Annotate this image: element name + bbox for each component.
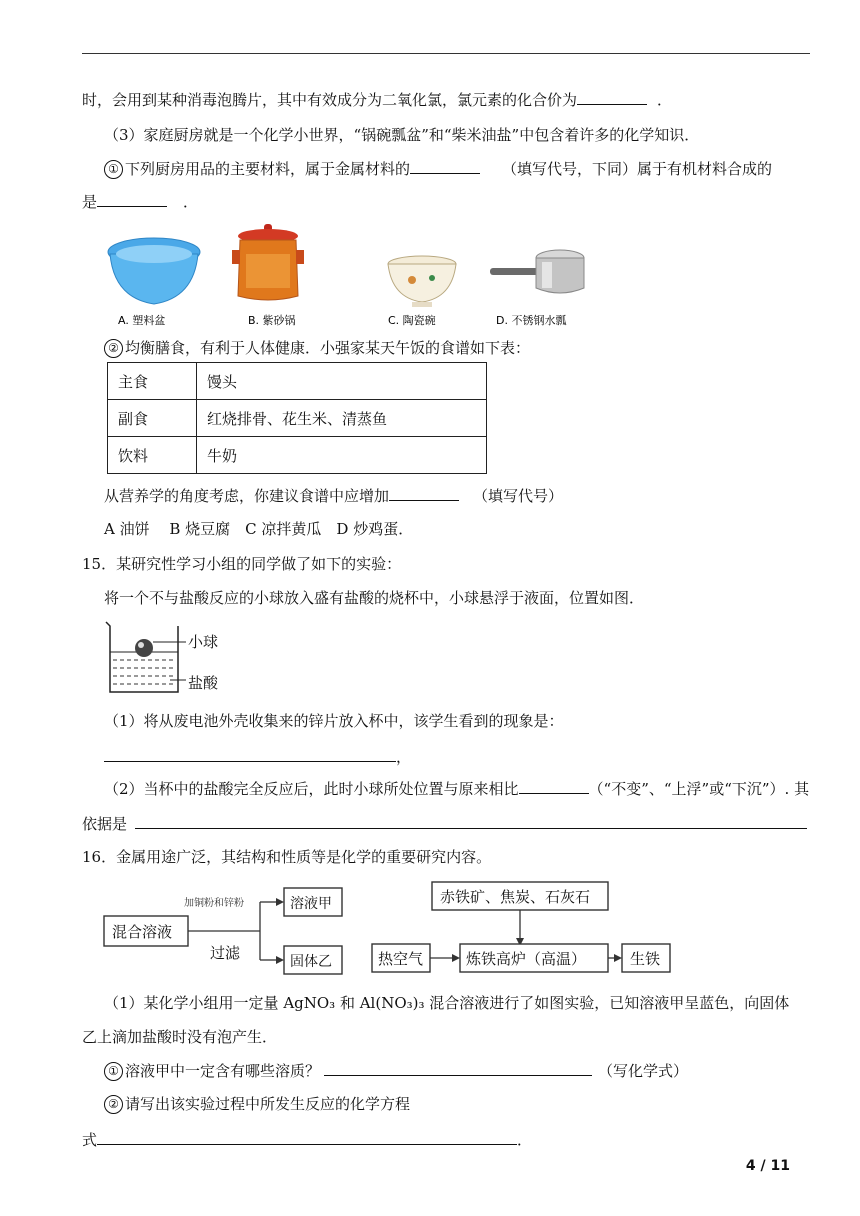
add-label: 加铜粉和锌粉 (184, 898, 244, 909)
ball-icon (135, 639, 153, 657)
q14-options: A 油饼 B 烧豆腐 C 凉拌黄瓜 D 炒鸡蛋． (104, 520, 414, 538)
ceramic-bowl-icon (388, 256, 456, 307)
image-caption: B. 紫砂锅 (248, 314, 296, 327)
page-number: 4 / 11 (745, 1158, 790, 1174)
svg-text:混合溶液: 混合溶液 (112, 923, 173, 941)
beaker-figure (100, 618, 240, 698)
answer-blank[interactable] (410, 157, 480, 174)
header-rule (82, 53, 810, 54)
answer-blank[interactable] (104, 745, 396, 762)
clay-pot-icon (232, 224, 304, 300)
answer-blank[interactable] (389, 484, 459, 501)
image-caption: C. 陶瓷碗 (388, 314, 436, 327)
table-row: 副食 红烧排骨、花生米、清蒸鱼 (108, 400, 487, 437)
q15-desc: 将一个不与盐酸反应的小球放入盛有盐酸的烧杯中，小球悬浮于液面，位置如图． (104, 589, 645, 607)
image-caption: A. 塑料盆 (118, 314, 166, 327)
table-row: 饮料 牛奶 (108, 437, 487, 474)
answer-blank[interactable] (97, 190, 167, 207)
q16-item1-line: ① 溶液甲中一定含有哪些溶质？ （写化学式） (104, 1059, 688, 1082)
steel-ladle-icon (490, 250, 584, 293)
beaker-icon (106, 622, 178, 692)
q16-item2-line: ② 请写出该实验过程中所发生反应的化学方程 (104, 1093, 410, 1115)
q14-part3-intro: （3）家庭厨房就是一个化学小世界，“锅碗瓢盆”和“柴米油盐”中包含着许多的化学知识． (104, 126, 700, 144)
plastic-basin-icon (108, 238, 200, 304)
answer-blank[interactable] (97, 1128, 517, 1145)
image-caption: D. 不锈钢水瓢 (496, 314, 567, 327)
answer-blank[interactable] (577, 88, 647, 105)
answer-blank[interactable] (135, 812, 807, 829)
svg-text:热空气: 热空气 (378, 950, 424, 968)
flow-diagram (100, 876, 680, 986)
q15-sub1: （1）将从废电池外壳收集来的锌片放入杯中，该学生看到的现象是： (104, 712, 564, 730)
q15-sub2-line2: 依据是 (82, 812, 807, 835)
svg-text:固体乙: 固体乙 (290, 954, 332, 970)
filter-label: 过滤 (210, 944, 241, 962)
q15-title: 15．某研究性学习小组的同学做了如下的实验： (82, 555, 402, 573)
ball-label: 小球 (188, 633, 219, 651)
q14-advice-line: 从营养学的角度考虑，你建议食谱中应增加 （填写代号） (104, 484, 563, 507)
q16-sub1-line1: （1）某化学小组用一定量 AgNO₃ 和 Al(NO₃)₃ 混合溶液进行了如图实验，已知溶液甲呈蓝色，向固体 (104, 994, 790, 1012)
menu-table (107, 362, 487, 474)
q16-item2-line2: 式 ． (82, 1128, 532, 1151)
svg-text:炼铁高炉（高温）: 炼铁高炉（高温） (466, 950, 587, 968)
q14-item2-line: ② 均衡膳食，有利于人体健康．小强家某天午饭的食谱如下表： (104, 337, 530, 359)
answer-blank[interactable] (519, 777, 589, 794)
q16-sub1-line2: 乙上滴加盐酸时没有泡产生． (82, 1028, 278, 1046)
q15-sub1-answer-line: ， (104, 745, 411, 768)
q14-item1-line: ① 下列厨房用品的主要材料，属于金属材料的 （填写代号，下同）属于有机材料合成的 (104, 157, 772, 180)
svg-text:溶液甲: 溶液甲 (290, 896, 332, 912)
acid-label: 盐酸 (188, 674, 219, 692)
answer-blank[interactable] (324, 1059, 592, 1076)
q16-title: 16．金属用途广泛，其结构和性质等是化学的重要研究内容。 (82, 848, 492, 866)
svg-text:生铁: 生铁 (630, 950, 661, 968)
q14-valence-line: 时，会用到某种消毒泡腾片，其中有效成分为二氧化氯，氯元素的化合价为 ． (82, 88, 672, 111)
kitchenware-figure (100, 218, 590, 330)
svg-text:赤铁矿、焦炭、石灰石: 赤铁矿、焦炭、石灰石 (440, 888, 591, 906)
q14-item1-line2: 是 ． (82, 190, 198, 213)
q15-sub2: （2）当杯中的盐酸完全反应后，此时小球所处位置与原来相比 （“不变”、“上浮”或“下沉”）. 其 (104, 777, 809, 800)
table-row: 主食 馒头 (108, 363, 487, 400)
